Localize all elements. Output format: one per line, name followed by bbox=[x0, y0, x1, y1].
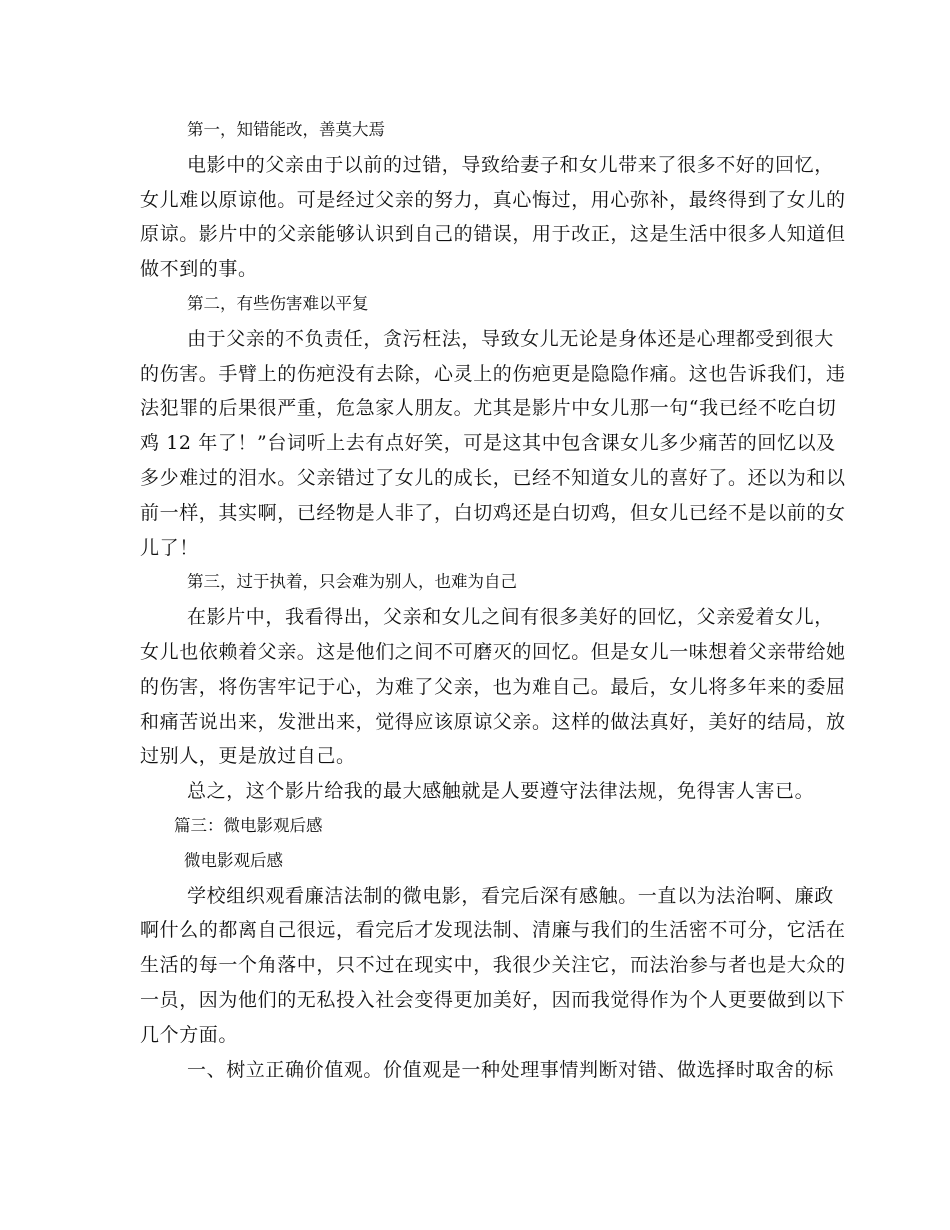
paragraph-line: 总之，这个影片给我的最大感触就是人要遵守法律法规，免得害人害已。 bbox=[187, 780, 815, 803]
section-heading-3: 第三，过于执着，只会难为别人，也难为自己 bbox=[187, 572, 517, 592]
paragraph-line: 在影片中，我看得出，父亲和女儿之间有很多美好的回忆，父亲爱着女儿， bbox=[187, 606, 834, 629]
paragraph-line: 电影中的父亲由于以前的过错，导致给妻子和女儿带来了很多不好的回忆， bbox=[187, 153, 834, 176]
paragraph-line: 过别人，更是放过自己。 bbox=[140, 745, 356, 768]
paragraph-line: 一、树立正确价值观。价值观是一种处理事情判断对错、做选择时取舍的标 bbox=[187, 1058, 834, 1081]
paragraph-line: 前一样，其实啊，已经物是人非了，白切鸡还是白切鸡，但女儿已经不是以前的女 bbox=[140, 501, 846, 524]
paragraph-line: 的伤害，将伤害牢记于心，为难了父亲，也为难自己。最后，女儿将多年来的委屈 bbox=[140, 675, 846, 698]
article-title: 微电影观后感 bbox=[184, 850, 283, 870]
chapter-heading: 篇三：微电影观后感 bbox=[174, 815, 323, 835]
paragraph-line: 女儿也依赖着父亲。这是他们之间不可磨灭的回忆。但是女儿一味想着父亲带给她 bbox=[140, 640, 846, 663]
paragraph-line: 啊什么的都离自己很远，看完后才发现法制、清廉与我们的生活密不可分，它活在 bbox=[140, 919, 846, 942]
paragraph-line: 生活的每一个角落中，只不过在现实中，我很少关注它，而法治参与者也是大众的 bbox=[140, 954, 846, 977]
paragraph-line: 和痛苦说出来，发泄出来，觉得应该原谅父亲。这样的做法真好，美好的结局，放 bbox=[140, 710, 846, 733]
section-heading-2: 第二，有些伤害难以平复 bbox=[187, 293, 369, 313]
paragraph-line: 法犯罪的后果很严重，危急家人朋友。尤其是影片中女儿那一句“我已经不吃白切 bbox=[140, 397, 837, 420]
paragraph-line: 原谅。影片中的父亲能够认识到自己的错误，用于改正，这是生活中很多人知道但 bbox=[140, 223, 846, 246]
paragraph-line: 多少难过的泪水。父亲错过了女儿的成长，已经不知道女儿的喜好了。还以为和以 bbox=[140, 466, 846, 489]
paragraph-line: 女儿难以原谅他。可是经过父亲的努力，真心悔过，用心弥补，最终得到了女儿的 bbox=[140, 188, 846, 211]
paragraph-line: 做不到的事。 bbox=[140, 258, 258, 281]
paragraph-line: 一员，因为他们的无私投入社会变得更加美好，因而我觉得作为个人更要做到以下 bbox=[140, 988, 846, 1011]
paragraph-line: 学校组织观看廉洁法制的微电影，看完后深有感触。一直以为法治啊、廉政 bbox=[187, 884, 834, 907]
paragraph-line: 的伤害。手臂上的伤疤没有去除，心灵上的伤疤更是隐隐作痛。这也告诉我们，违 bbox=[140, 362, 846, 385]
section-heading-1: 第一，知错能改，善莫大焉 bbox=[187, 120, 385, 139]
paragraph-line: 由于父亲的不负责任，贪污枉法，导致女儿无论是身体还是心理都受到很大 bbox=[187, 327, 834, 350]
document-body bbox=[140, 113, 846, 1087]
paragraph-line: 几个方面。 bbox=[140, 1023, 239, 1046]
paragraph-line: 鸡 12 年了！”台词听上去有点好笑，可是这其中包含课女儿多少痛苦的回忆以及 bbox=[140, 432, 836, 455]
paragraph-line: 儿了！ bbox=[140, 536, 199, 559]
